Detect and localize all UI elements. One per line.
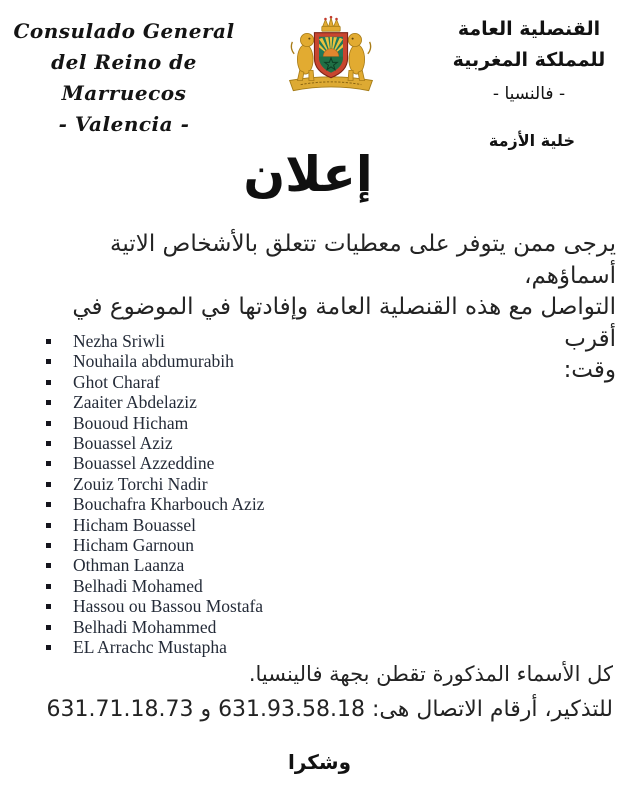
consulate-ar-line2: للمملكة المغربية [452, 49, 606, 71]
contact-line [46, 697, 613, 722]
consulate-es-line2: del Reino de Marruecos [51, 50, 197, 105]
consulate-es-line1: Consulado General [13, 19, 235, 43]
phone-number-1: 631.93.58.18 [218, 697, 366, 722]
consulate-ar-line1: القنصلية العامة [457, 18, 601, 40]
list-item: Belhadi Mohamed [46, 576, 264, 596]
list-item: Hicham Bouassel [46, 515, 264, 535]
list-item: Bouassel Azzeddine [46, 453, 264, 473]
announcement-title: إعلان [243, 146, 373, 203]
residence-note: كل الأسماء المذكورة تقطن بجهة فالينسيا. [248, 662, 613, 686]
crown [322, 16, 340, 31]
list-item: Hicham Garnoun [46, 535, 264, 555]
intro-line-2: التواصل مع هذه القنصلية العامة وإفادتها في الموضوع في أقرب [72, 294, 616, 352]
shield [314, 33, 347, 78]
list-item: Nezha Sriwli [46, 331, 264, 351]
intro-line-1: يرجى ممن يتوفر على معطيات تتعلق بالأشخاص الاتية أسماؤهم، [110, 231, 616, 289]
list-item: Hassou ou Bassou Mostafa [46, 596, 264, 616]
list-item: Bouchafra Kharbouch Aziz [46, 494, 264, 514]
list-item: Ghot Charaf [46, 372, 264, 392]
consulate-name-spanish [4, 16, 244, 140]
list-item: EL Arrachc Mustapha [46, 637, 264, 657]
consulate-ar-line3: - فالنسيا - [492, 84, 566, 104]
list-item: Othman Laanza [46, 555, 264, 575]
names-list [46, 331, 264, 658]
list-item: Bouassel Aziz [46, 433, 264, 453]
intro-line-3: وقت: [563, 357, 616, 383]
consulate-name-arabic [439, 14, 619, 109]
list-item: Bououd Hicham [46, 413, 264, 433]
list-item: Belhadi Mohammed [46, 617, 264, 637]
thanks-note: وشكرا [287, 750, 352, 774]
list-item: Zouiz Torchi Nadir [46, 474, 264, 494]
conjunction: و [200, 697, 212, 722]
lion-left [291, 33, 314, 80]
list-item: Nouhaila abdumurabih [46, 351, 264, 371]
phone-number-2: 631.71.18.73 [46, 697, 194, 722]
lion-right [348, 33, 371, 80]
contact-prefix: للتذكير، أرقام الاتصال هى: [372, 697, 613, 722]
crisis-cell-label: خلية الأزمة [488, 131, 575, 150]
morocco-coat-of-arms-icon [285, 15, 377, 101]
list-item: Zaaiter Abdelaziz [46, 392, 264, 412]
consulate-es-line3: - Valencia - [58, 112, 190, 136]
